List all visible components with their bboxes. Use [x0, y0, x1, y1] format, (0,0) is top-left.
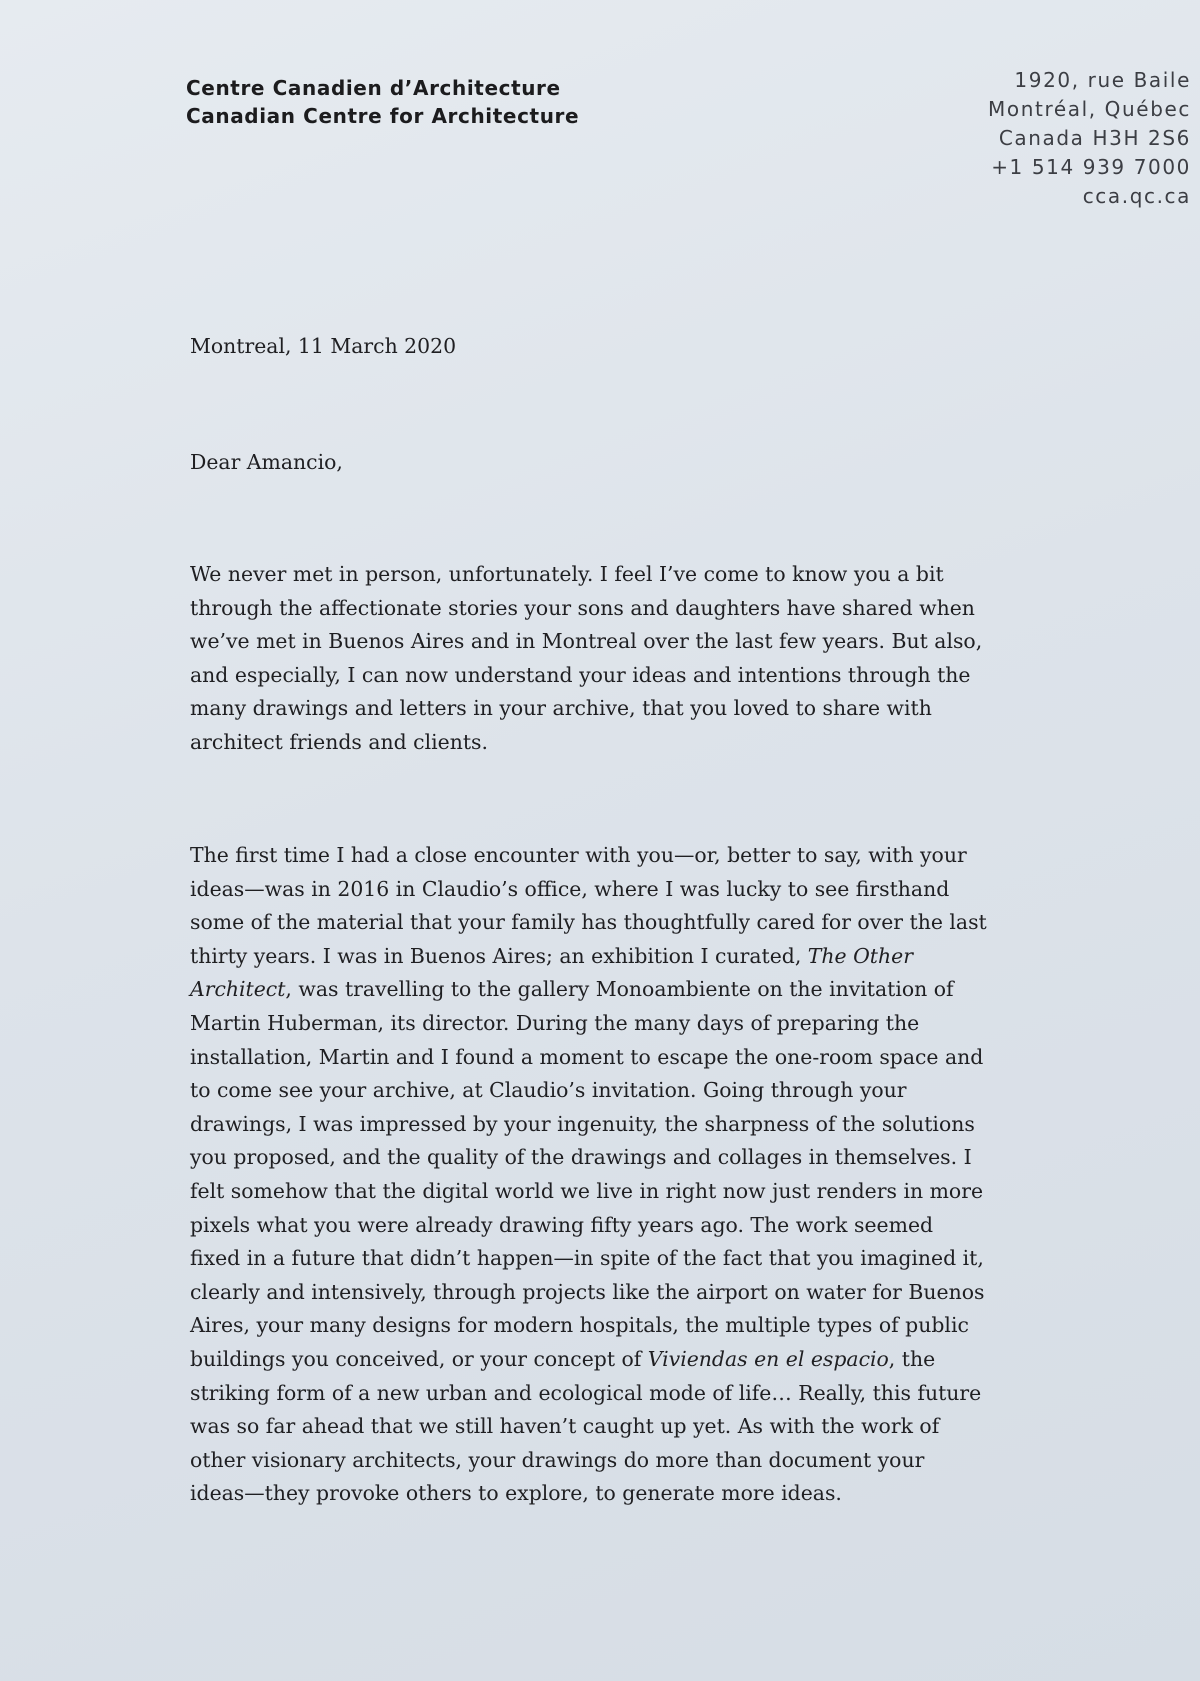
paragraph-line: Aires, your many designs for modern hospitals, the multiple types of public — [190, 1313, 969, 1338]
paragraph-line — [190, 940, 1020, 974]
paragraph-line: The first time I had a close encounter with you—or, better to say, with your — [190, 843, 967, 867]
paragraph-line: we’ve met in Buenos Aires and in Montreal over the last few years. But also, — [190, 629, 983, 654]
letter-date: Montreal, 11 March 2020 — [190, 334, 457, 358]
paragraph-line: through the affectionate stories your sons and daughters have shared when — [190, 595, 975, 620]
paragraph-line: striking form of a new urban and ecological mode of life… Really, this future — [190, 1380, 982, 1405]
institution-name-french: Centre Canadien d’Architecture — [186, 76, 561, 100]
paragraph-line: felt somehow that the digital world we live in right now just renders in more — [190, 1178, 984, 1203]
paragraph-line: ideas—they provoke others to explore, to generate more ideas. — [190, 1481, 842, 1506]
address-phone: +1 514 939 7000 — [991, 155, 1191, 179]
letterhead-address — [988, 66, 1191, 211]
text-run: , was travelling to the gallery Monoambiente on the invitation of — [285, 977, 954, 1002]
paragraph-line: and especially, I can now understand your ideas and intentions through the — [190, 662, 971, 687]
paragraph-line: fixed in a future that didn’t happen—in spite of the fact that you imagined it, — [190, 1246, 984, 1271]
paragraph-line: drawings, I was impressed by your ingenuity, the sharpness of the solutions — [190, 1111, 975, 1136]
letter-paragraph-2 — [190, 839, 1020, 1511]
paragraph-line — [190, 973, 1020, 1007]
paragraph-line: Martin Huberman, its director. During the many days of preparing the — [190, 1010, 920, 1035]
paragraph-line: ideas—was in 2016 in Claudio’s office, where I was lucky to see firsthand — [190, 876, 950, 901]
institution-name-english: Canadian Centre for Architecture — [186, 104, 580, 128]
paragraph-line — [190, 1343, 1020, 1377]
paragraph-line: to come see your archive, at Claudio’s invitation. Going through your — [190, 1078, 907, 1103]
paragraph-line: you proposed, and the quality of the drawings and collages in themselves. I — [190, 1145, 972, 1170]
paragraph-line: other visionary architects, your drawings do more than document your — [190, 1447, 925, 1472]
exhibition-title: The Other — [807, 943, 913, 968]
letterhead-institution — [186, 74, 579, 130]
address-street: 1920, rue Baile — [1014, 68, 1191, 92]
paragraph-line: clearly and intensively, through projects like the airport on water for Buenos — [190, 1279, 985, 1304]
exhibition-title: Architect — [190, 977, 286, 1002]
paragraph-line: installation, Martin and I found a moment to escape the one-room space and — [190, 1044, 984, 1069]
address-city: Montréal, Québec — [988, 97, 1191, 121]
project-title: Viviendas en el espacio — [647, 1346, 889, 1371]
text-run: thirty years. I was in Buenos Aires; an exhibition I curated, — [190, 943, 808, 968]
paragraph-line: many drawings and letters in your archive, that you loved to share with — [190, 696, 932, 721]
letter-salutation: Dear Amancio, — [190, 450, 343, 474]
paragraph-line: architect friends and clients. — [190, 729, 488, 754]
text-run: buildings you conceived, or your concept of — [190, 1346, 648, 1371]
address-website: cca.qc.ca — [1082, 184, 1191, 208]
paragraph-line: pixels what you were already drawing fifty years ago. The work seemed — [190, 1212, 934, 1237]
text-run: , the — [888, 1346, 936, 1371]
address-postal: Canada H3H 2S6 — [998, 126, 1191, 150]
letter-paragraph-1 — [190, 558, 1020, 760]
paragraph-line: was so far ahead that we still haven’t caught up yet. As with the work of — [190, 1414, 940, 1439]
paragraph-line: We never met in person, unfortunately. I feel I’ve come to know you a bit — [190, 562, 944, 586]
paragraph-line: some of the material that your family has thoughtfully cared for over the last — [190, 910, 987, 935]
